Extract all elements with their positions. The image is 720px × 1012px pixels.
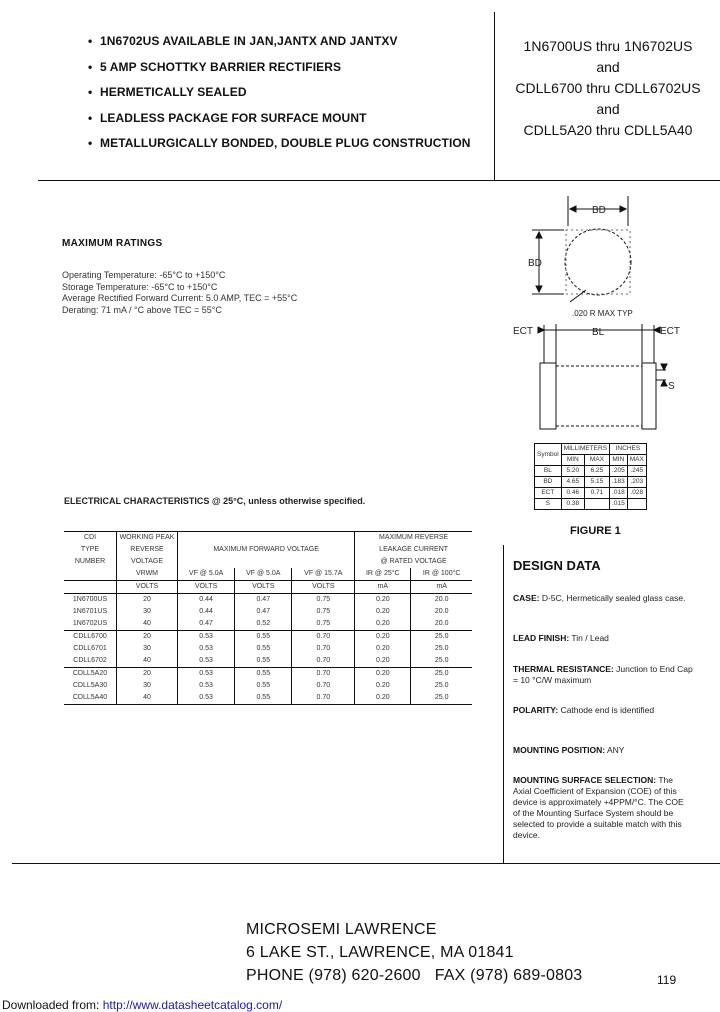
feature-item: • HERMETICALLY SEALED [88,85,247,99]
table-row: CDLL5A40 40 0.53 0.55 0.70 0.20 25.0 [64,692,472,705]
design-divider-vertical [503,545,504,863]
table-row: CDLL5A20 20 0.53 0.55 0.70 0.20 25.0 [64,668,472,681]
page-number: 119 [657,973,677,987]
table-row: CDLL6702 40 0.53 0.55 0.70 0.20 25.0 [64,655,472,668]
table-row: CDLL6701 30 0.53 0.55 0.70 0.20 25.0 [64,643,472,655]
design-item-thermal: THERMAL RESISTANCE: Junction to End Cap = 10 °C/W maximum [513,664,693,685]
feature-item: • 1N6702US AVAILABLE IN JAN,JANTX AND JANTXV [88,34,398,48]
bl-label: BL [592,327,605,338]
feature-list [88,34,471,162]
feature-item: • LEADLESS PACKAGE FOR SURFACE MOUNT [88,110,367,125]
design-data-title: DESIGN DATA [513,558,601,573]
feature-item: • METALLURGICALLY BONDED, DOUBLE PLUG CONSTRUCTION [88,136,471,150]
dims-row: BL 5.20 6.25 .205 .245 [535,466,647,477]
table-row: 1N6701US 30 0.44 0.47 0.75 0.20 20.0 [64,606,472,618]
table-row: 1N6702US 40 0.47 0.52 0.75 0.20 20.0 [64,618,472,631]
max-ratings-list: Operating Temperature: -65°C to +150°C Storage Temperature: -65°C to +150°C Average Rectified Forward Current: 5.0 AMP, TEC = +55°C Derating: 71 mA / °C above TEC = 55°C [62,270,298,315]
company-address-block: MICROSEMI LAWRENCE 6 LAKE ST., LAWRENCE, MA 01841 PHONE (978) 620-2600 FAX (978) 689-0803 [246,921,583,984]
table-row: CDLL6700 20 0.53 0.55 0.70 0.20 25.0 [64,631,472,644]
figure-1-diagram [500,190,720,440]
table-row: 1N6700US 20 0.44 0.47 0.75 0.20 20.0 [64,594,472,607]
dims-row: S 0.38 .015 [535,499,647,510]
col-cdi-type: CDI TYPE NUMBER [64,532,117,569]
design-item-mounting-surface: MOUNTING SURFACE SELECTION: The Axial Coefficient of Expansion (COE) of this device is approximately +4PPM/°C. The COE of the Mounting Surface System should be selected to provide a suitable match with this device. [513,775,684,840]
download-line: Downloaded from: http://www.datasheetcatalog.com/ [2,998,283,1012]
ect-left-label: ECT [513,326,533,337]
header-divider-vertical [494,12,495,180]
col-max-forward: MAXIMUM FORWARD VOLTAGE [178,532,355,569]
figure-caption: FIGURE 1 [570,525,621,537]
ect-right-label: ECT [660,326,680,337]
design-item-mounting-position: MOUNTING POSITION: ANY [513,745,625,755]
electrical-title: ELECTRICAL CHARACTERISTICS @ 25°C, unless otherwise specified. [64,496,366,506]
dimensions-table: Symbol MILLIMETERS INCHES MIN MAX MIN MAX BL 5.20 6.25 .205 .245 BD 4.65 5.15 .183 .203 ECT 0.46 0.71 .018 .028 S 0.38 .015 [534,443,647,510]
electrical-table: CDI TYPE NUMBER WORKING PEAK REVERSE VOLTAGE MAXIMUM FORWARD VOLTAGE MAXIMUM REVERSE LEAKAGE CURRENT @ RATED VOLTAGE VRWM VF @ 5.0A VF @ 5.0A VF @ 15.7A IR @ 25°C IR @ 100°C VOLTS VOLTS VOLTS VOLTS mA mA 1N6700US 20 0.44 0.47 0.75 0.20 20.0 1N6701US 30 0.44 0.47 0.75 0.20 20.0 1N6702US 40 0.47 0.52 0.75 0.20 20.0 CDLL6700 20 0.53 0.55 0.70 0.20 25.0 CDLL6701 30 0.53 0.55 0.70 0.20 25.0 CDLL6702 40 0.53 0.55 0.70 0.20 25.0 CDLL5A20 20 0.53 0.55 0.70 0.20 25.0 CDLL5A30 30 0.53 0.55 0.70 0.20 25.0 CDLL5A40 40 0.53 0.55 0.70 0.20 25.0 [64,531,472,705]
max-ratings-title: MAXIMUM RATINGS [62,238,163,249]
table-row: CDLL5A30 30 0.53 0.55 0.70 0.20 25.0 [64,680,472,692]
dims-row: BD 4.65 5.15 .183 .203 [535,477,647,488]
design-item-lead-finish: LEAD FINISH: Tin / Lead [513,633,609,643]
download-link[interactable]: http://www.datasheetcatalog.com/ [102,998,283,1012]
bd-top-label: BD [592,205,606,216]
col-working-peak: WORKING PEAK REVERSE VOLTAGE [117,532,178,569]
design-item-polarity: POLARITY: Cathode end is identified [513,705,655,715]
design-item-case: CASE: D-5C, Hermetically sealed glass case. [513,593,686,603]
footer-divider [12,863,720,864]
bd-side-label: BD [528,258,542,269]
dims-row: ECT 0.46 0.71 .018 .028 [535,488,647,499]
header-divider-horizontal [38,180,720,181]
s-label: S [668,381,675,392]
radius-label: .020 R MAX TYP [572,309,633,318]
part-number-block: 1N6700US thru 1N6702US and CDLL6700 thru CDLL6702US and CDLL5A20 thru CDLL5A40 [515,38,701,138]
col-max-reverse: MAXIMUM REVERSE [378,534,449,541]
feature-item: • 5 AMP SCHOTTKY BARRIER RECTIFIERS [88,59,342,74]
